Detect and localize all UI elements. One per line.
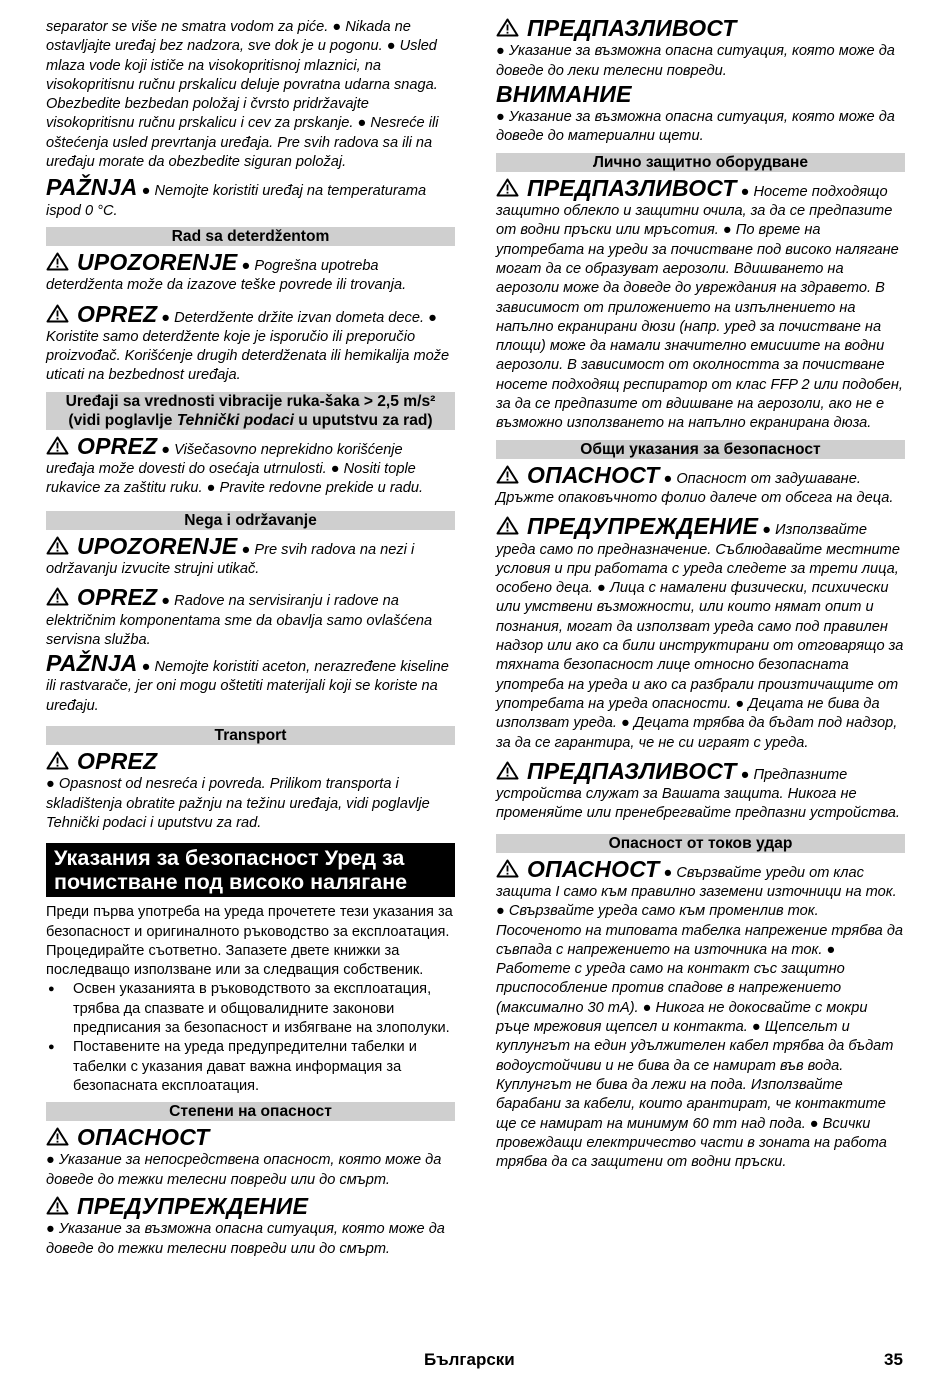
section-heading-general: Общи указания за безопасност <box>496 440 905 459</box>
section-heading-ppe: Лично защитно оборудване <box>496 153 905 172</box>
warning-level-heading <box>46 1193 455 1220</box>
left-column <box>46 18 455 1259</box>
warning-triangle-icon <box>46 1127 69 1146</box>
pazhnja-text: ● Nemojte koristiti aceton, nerazređene kiseline ili rastvarače, jer oni mogu oštetiti materijali koji se koriste na uređaju. <box>46 659 449 714</box>
electric-danger-text: ● Свързвайте уреди от клас защита I само към правилно заземени източници на ток. ● Свързвайте уреда само към променлив ток. Посоченото на типовата табелка напрежение трябва да съвпада с напрежението на източника на ток. ● Работете с уреда само на контакт със защитно приспособление против спадове в напрежението (максимално 30 mA). ● Никога не докосвайте с мокри ръце мрежовия щепсел и контакта. ● Щепсельт и куплунгът на един удължителен кабел трябва да бъдат водоустойчиви и не бива да се намират във вода. Куплунгът не бива да лежи на пода. Използвайте барабани за кабели, които арантират, че контактите ще се намират на минимум 60 mm над пода. ● Всички провеждащи електричество части в зоната на работа трябва да са защитени от водни пръски. <box>496 864 904 1171</box>
upozorenje-text: ● Pre svih radova na nezi i održavanju izvucite strujni utikač. <box>46 541 415 577</box>
detergent-warning <box>46 248 455 296</box>
caution-label: ПРЕДПАЗЛИВОСТ <box>527 757 737 784</box>
attention-level-heading <box>496 80 905 108</box>
warning-level-text: ● Указание за възможна опасна ситуация, която може да доведе до тежки телесни повреди или до смърт. <box>46 1221 445 1257</box>
bg-bullet-list <box>46 980 455 1096</box>
pazhnja-text: ● Nemojte koristiti uređaj na temperaturama ispod 0 °C. <box>46 183 427 219</box>
page-number: 35 <box>884 1350 903 1369</box>
warning-triangle-icon <box>496 18 519 37</box>
oprez-text: ● Radove na servisiranju i radove na električnim komponentama sme da obavlja samo ovlašćena servisna služba. <box>46 593 433 648</box>
vibration-heading-line2 <box>48 411 453 430</box>
detergent-caution <box>46 300 455 386</box>
warning-label: ПРЕДУПРЕЖДЕНИЕ <box>77 1193 309 1220</box>
danger-label: ОПАСНОСТ <box>527 855 660 882</box>
oprez-text: ● Višečasovno neprekidno korišćenje uređaja može dovesti do osećaja utrnulosti. ● Nositi tople rukavice za zaštitu ruku. ● Pravite redovne prekide u radu. <box>46 441 424 497</box>
intro-paragraph: separator se više ne smatra vodom za piće. ● Nikada ne ostavljajte uređaj bez nadzora, sve dok je u pogonu. ● Usled mlaza vode koji ističe na visokopritisnoj mlaznici, na visokopritisnu ručnu prskalicu deluje povratna udarna snaga. Obezbedite bezbedan položaj i čvrsto pridržavajte visokopritisnu ručnu prskalicu i cev za prskanje. ● Nesreće ili oštećenja usled prevrtanja uređaja. Pre svih radova sa ili na uređaju morate da obezbedite siguran položaj. <box>46 19 439 171</box>
warning-triangle-icon <box>46 436 69 455</box>
warning-triangle-icon <box>496 516 519 535</box>
danger-level-text: ● Указание за непосредствена опасност, която може да доведе до тежки телесни повреди или до смърт. <box>46 1152 442 1188</box>
footer-language: Български <box>424 1350 515 1369</box>
vibration-heading-italic: Tehnički podaci <box>176 411 294 429</box>
care-attention <box>46 650 455 716</box>
vibration-caution <box>46 432 455 499</box>
ppe-caution <box>496 174 905 434</box>
warning-triangle-icon <box>496 178 519 197</box>
right-column <box>496 15 905 1172</box>
general-warning-text: ● Използвайте уреда само по предназначение. Съблюдавайте местните условия и при работата с уреда следете за трети лица, особено деца. ● Лица с намалени физически, психически или умствени възможности, или които нямат опит и познания, могат да използват уреда само под правилен надзор или ако са били инструктирани от отговарящо за тяхната безопасност лице относно безопасната употреба на уреда и ако са разбрали произтичащите от употребата на уреда опасности. ● Децата не бива да използват уреда. ● Децата трябва да бъдат под надзор, за да се гарантира, че не си играят с уреда. <box>496 522 904 751</box>
oprez-text: ● Deterdžente držite izvan dometa dece. ● Koristite samo deterdžente koje je isporučio ili preporučio proizvođač. Korišćenje drugih deterdženata ili hemikalija može uticati na bezbednost uređaja. <box>46 309 450 384</box>
list-item: ● Поставените на уреда предупредителни табелки и табелки с указания дават важна информация за безопасната експлоатация. <box>46 1038 455 1096</box>
vibration-heading-pre: (vidi poglavlje <box>68 411 177 429</box>
section-heading-care: Nega i održavanje <box>46 511 455 530</box>
caution-level-heading <box>496 15 905 42</box>
transport-caution-heading <box>46 748 455 775</box>
general-caution <box>496 757 905 824</box>
pazhnja-notice <box>46 174 455 221</box>
caution-label: ПРЕДПАЗЛИВОСТ <box>527 174 737 201</box>
warning-triangle-icon <box>46 751 69 770</box>
attention-level-text: ● Указание за възможна опасна ситуация, която може да доведе до материални щети. <box>496 109 895 145</box>
caution-label: ПРЕДПАЗЛИВОСТ <box>527 15 737 41</box>
warning-triangle-icon <box>46 1196 69 1215</box>
general-warning <box>496 513 905 753</box>
warning-label: ПРЕДУПРЕЖДЕНИЕ <box>527 513 759 540</box>
oprez-label: OPREZ <box>77 748 158 775</box>
warning-triangle-icon <box>46 252 69 271</box>
warning-triangle-icon <box>46 536 69 555</box>
transport-text: ● Opasnost od nesreća i povreda. Prilikom transporta i skladištenja obratite pažnju na težinu uređaja, vidi poglavlje Tehnički podaci i uputstvu za rad. <box>46 776 430 831</box>
general-caution-text: ● Предпазните устройства служат за Вашата защита. Никога не променяйте или пренебрегвайте предпазни устройства. <box>496 766 900 822</box>
upozorenje-label: UPOZORENJE <box>77 532 238 559</box>
pazhnja-label: PAŽNJA <box>46 174 138 201</box>
ppe-text: ● Носете подходящо защитно облекло и защитни очила, за да се предпазите от водни пръски или мръсотия. ● По време на употребата на уреди за почистване под високо налягане могат да се образуват аерозоли. Вдишването на аерозоли може да доведе до увреждания на здравето. В зависимост от приложението на изпълнението на напълно екранирани дюзи (напр. уред за почистване на площи) може да намали значително емисиите на водни аерозоли. В зависимост от околността за почистване носете подходящ респиратор от клас FFP 2 или подобен, за да се предпазите от вдишване на аерозоли, ако не е възможно използването на напълно екранирана дюза. <box>496 183 903 432</box>
vibration-heading-line1: Uređaji sa vrednosti vibracije ruka-šaka > 2,5 m/s² <box>65 392 436 410</box>
vibration-heading-post: u uputstvu za rad) <box>293 411 433 429</box>
upozorenje-label: UPOZORENJE <box>77 248 238 275</box>
oprez-label: OPREZ <box>77 300 158 327</box>
section-heading-levels: Степени на опасност <box>46 1102 455 1121</box>
pazhnja-label: PAŽNJA <box>46 650 138 677</box>
oprez-label: OPREZ <box>77 432 158 459</box>
warning-triangle-icon <box>496 465 519 484</box>
section-heading-detergent: Rad sa deterdžentom <box>46 227 455 246</box>
section-heading-vibration <box>46 392 455 430</box>
danger-level-heading <box>46 1124 455 1151</box>
danger-label: ОПАСНОСТ <box>77 1124 210 1151</box>
warning-triangle-icon <box>496 761 519 780</box>
electric-danger <box>496 855 905 1173</box>
caution-level-text: ● Указание за възможна опасна ситуация, която може да доведе до леки телесни повреди. <box>496 43 895 79</box>
list-item: ● Освен указанията в ръководството за експлоатация, трябва да спазвате и общовалидните законови предписания за безопасност и избягване на злополуки. <box>46 980 455 1038</box>
care-caution <box>46 584 455 650</box>
warning-triangle-icon <box>46 587 69 606</box>
warning-triangle-icon <box>46 304 69 323</box>
warning-triangle-icon <box>496 859 519 878</box>
bg-intro-paragraph: Преди първа употреба на уреда прочетете тези указания за безопасност и оригиналното ръководство за експлоатация. Процедирайте съответно. Запазете двете книжки за последващо използване или за следващия собственик. <box>46 904 453 979</box>
care-warning <box>46 532 455 580</box>
section-heading-transport: Transport <box>46 726 455 745</box>
oprez-label: OPREZ <box>77 584 158 611</box>
section-heading-electric: Опасност от токов удар <box>496 834 905 853</box>
chapter-title: Указания за безопасност Уред за почистване под високо налягане <box>46 843 455 897</box>
general-danger-text: ● Опасност от задушаване. Дръжте опаковъчното фолио далече от обсега на деца. <box>496 470 894 506</box>
attention-label: ВНИМАНИЕ <box>496 80 632 107</box>
danger-label: ОПАСНОСТ <box>527 461 660 488</box>
upozorenje-text: ● Pogrešna upotreba deterdženta može da izazove teške povrede ili trovanja. <box>46 257 407 294</box>
general-danger <box>496 461 905 509</box>
